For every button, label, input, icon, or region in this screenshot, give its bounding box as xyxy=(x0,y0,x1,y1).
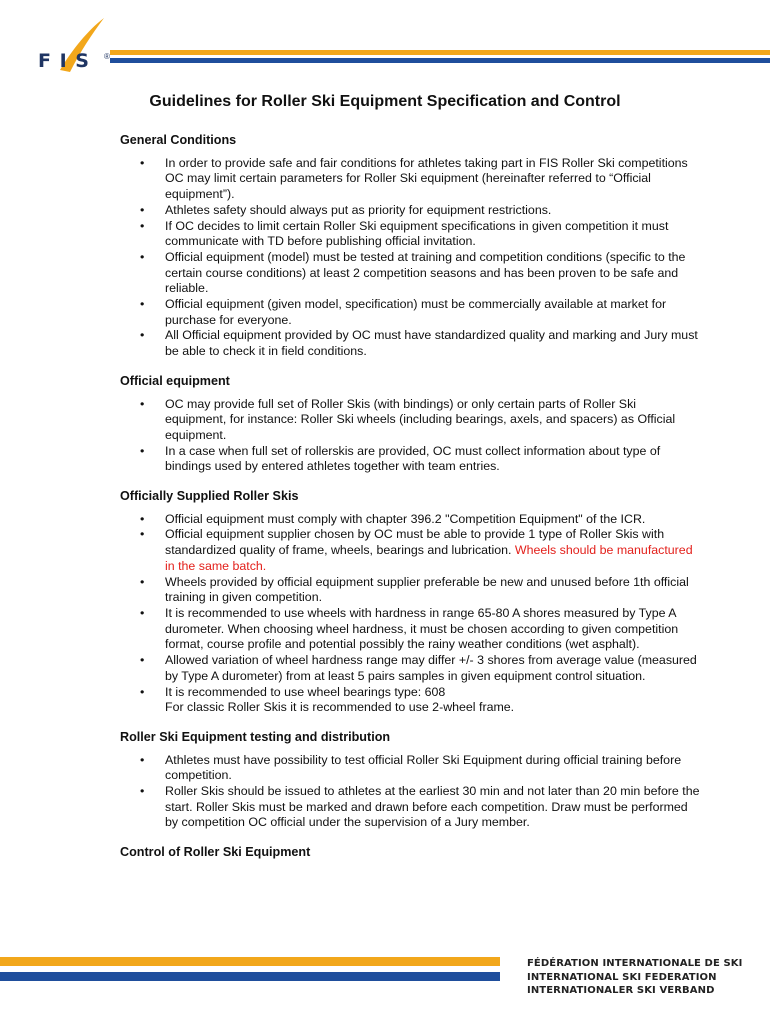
list-item-text: OC may provide full set of Roller Skis (with bindings) or only certain parts of Roller Ski equipment, for instance: Roller Ski wheels (including bearings, axels, and spacers) as Official equipment. xyxy=(165,396,676,442)
list-item xyxy=(120,653,700,684)
footer-stripe-orange xyxy=(0,957,500,966)
federation-name xyxy=(527,957,742,998)
list-item xyxy=(120,575,700,606)
federation-name-fr: FÉDÉRATION INTERNATIONALE DE SKI xyxy=(527,958,743,969)
section-heading: Official equipment xyxy=(120,373,230,388)
list-item xyxy=(120,156,700,203)
list-item-note: For classic Roller Skis it is recommended to use 2-wheel frame. xyxy=(165,700,515,715)
bullet-list xyxy=(120,397,700,476)
section-heading: Control of Roller Ski Equipment xyxy=(120,845,311,860)
list-item xyxy=(120,444,700,475)
section-heading: General Conditions xyxy=(120,133,237,147)
list-item xyxy=(120,297,700,328)
list-item-text: Official equipment (given model, specification) must be commercially available at market for purchase for everyone. xyxy=(165,297,667,327)
list-item-text: All Official equipment provided by OC must have standardized quality and marking and Jury must be able to check it in field conditions. xyxy=(165,328,698,359)
list-item xyxy=(120,527,700,574)
list-item-text: It is recommended to use wheels with hardness in range 65-80 A shores measured by Type A durometer. When choosing wheel hardness, it must be chosen according to given competition format, course profile and potential possibly the rainy weather conditions (wet asphalt). xyxy=(165,605,679,652)
list-item-text: Wheels provided by official equipment supplier preferable be new and unused before 1th official training in given competition. xyxy=(165,574,689,605)
header-stripe-orange xyxy=(110,50,770,55)
list-item-text: If OC decides to limit certain Roller Ski equipment specifications in given competition it must communicate with TD before publishing official invitation. xyxy=(165,218,669,249)
fis-logo xyxy=(38,16,113,74)
list-item-text: It is recommended to use wheel bearings type: 608 xyxy=(165,684,446,699)
list-item-text: Official equipment supplier chosen by OC must be able to provide 1 type of Roller Skis with standardized quality of frame, wheels, bearings and lubrication. xyxy=(165,527,665,558)
list-item xyxy=(120,250,700,297)
highlighted-text: Wheels should be manufactured in the same batch. xyxy=(165,543,693,573)
list-item-text: Athletes safety should always put as priority for equipment restrictions. xyxy=(165,202,552,217)
section-heading: Roller Ski Equipment testing and distribution xyxy=(120,729,391,744)
list-item-text: In order to provide safe and fair conditions for athletes taking part in FIS Roller Ski competitions OC may limit certain parameters for Roller Ski equipment (hereinafter referred to “Official equipment”). xyxy=(165,155,688,202)
footer-stripes xyxy=(0,957,500,987)
list-item xyxy=(120,219,700,250)
list-item xyxy=(120,397,700,444)
list-item xyxy=(120,203,700,219)
footer-stripe-blue xyxy=(0,972,500,981)
bullet-list xyxy=(120,512,700,716)
header-stripes xyxy=(110,50,770,66)
list-item-text: Official equipment (model) must be tested at training and competition conditions (specific to the certain course conditions) at least 2 competition seasons and has been proven to be safe and reliable. xyxy=(165,249,686,296)
list-item-text: Roller Skis should be issued to athletes at the earliest 30 min and not later than 20 min before the start. Roller Skis must be marked and drawn before each competition. Draw must be performed by competition OC official under the supervision of a Jury member. xyxy=(165,784,700,830)
list-item-text: Athletes must have possibility to test official Roller Ski Equipment during official training before competition. xyxy=(165,752,682,783)
section-heading: Officially Supplied Roller Skis xyxy=(120,489,299,504)
bullet-list xyxy=(120,156,700,360)
list-item xyxy=(120,753,700,784)
bullet-list xyxy=(120,753,700,832)
list-item xyxy=(120,606,700,653)
logo-text: F I S xyxy=(38,50,90,72)
federation-name-de: INTERNATIONALER SKI VERBAND xyxy=(527,985,715,996)
list-item xyxy=(120,685,700,716)
list-item-text: Official equipment must comply with chapter 396.2 "Competition Equipment" of the ICR. xyxy=(165,511,646,526)
document-body xyxy=(120,133,700,868)
document-title: Guidelines for Roller Ski Equipment Specification and Control xyxy=(149,93,621,110)
header-stripe-blue xyxy=(110,58,770,63)
list-item xyxy=(120,784,700,831)
list-item-text: In a case when full set of rollerskis are provided, OC must collect information about type of bindings used by entered athletes together with team entries. xyxy=(165,443,661,474)
list-item xyxy=(120,328,700,359)
list-item-text: Allowed variation of wheel hardness range may differ +/- 3 shores from average value (measured by Type A durometer) from at least 5 pairs samples in given equipment control situation. xyxy=(165,653,697,683)
registered-mark: ® xyxy=(104,52,110,61)
list-item xyxy=(120,512,700,528)
federation-name-en: INTERNATIONAL SKI FEDERATION xyxy=(527,971,717,983)
